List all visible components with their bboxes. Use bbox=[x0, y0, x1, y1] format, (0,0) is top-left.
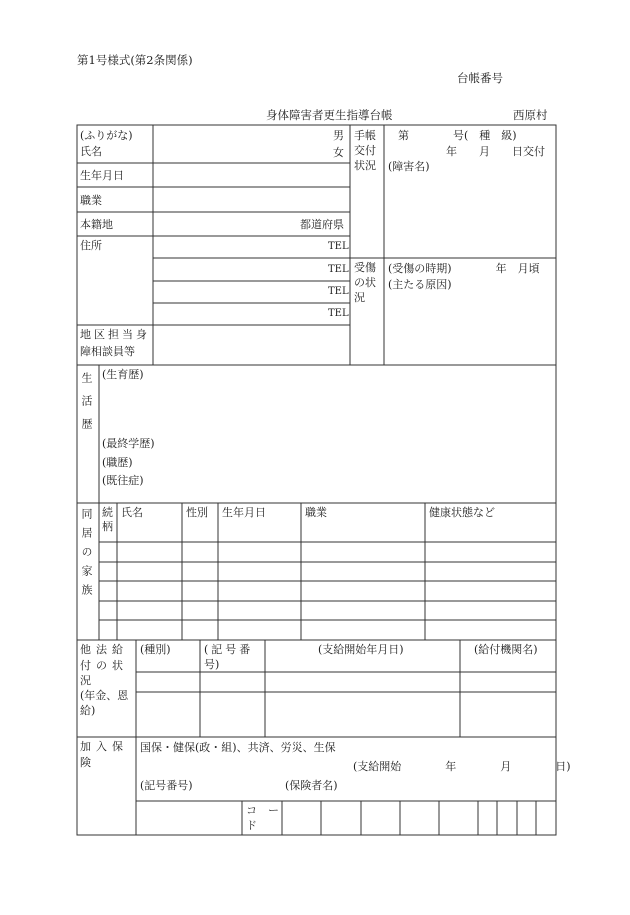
address-label: 住所 bbox=[80, 239, 102, 252]
injury-time-label: (受傷の時期) 年 月頃 bbox=[388, 262, 540, 275]
consultant-label-2: 障相談員等 bbox=[80, 345, 135, 358]
insurer-name-label: (保険者名) bbox=[285, 779, 338, 792]
female-label: 女 bbox=[333, 146, 344, 159]
code-label: コ ー bbox=[246, 804, 279, 817]
family-header-relation: 続柄 bbox=[102, 506, 113, 533]
benefits-label: 他法給 bbox=[80, 643, 128, 656]
tel-label: TEL bbox=[328, 286, 349, 297]
ledger-number-label: 台帳番号 bbox=[457, 71, 503, 85]
village-name: 西原村 bbox=[513, 108, 548, 122]
upbringing-label: (生育歴) bbox=[102, 368, 144, 381]
injury-cause-label: (主たる原因) bbox=[388, 278, 452, 291]
benefits-start-header: (支給開始年月日) bbox=[318, 643, 404, 656]
tel-label: TEL bbox=[328, 264, 349, 275]
insurance-start-date: (支給開始 年 月 日) bbox=[353, 760, 571, 773]
benefits-label-3: 況 bbox=[80, 674, 91, 687]
benefits-label-2: 付の状 bbox=[80, 659, 128, 672]
handbook-label: 手帳 bbox=[354, 129, 376, 142]
furigana-label: (ふりがな) bbox=[80, 129, 133, 142]
benefits-type-header: (種別) bbox=[140, 643, 171, 656]
benefits-code-header-2: 号) bbox=[204, 658, 220, 671]
family-header-birthdate: 生年月日 bbox=[222, 506, 266, 519]
prefecture-suffix: 都道府県 bbox=[300, 218, 344, 231]
insurance-types: 国保・健保(政・組)、共済、労災、生保 bbox=[140, 741, 336, 754]
handbook-label-2: 交付 bbox=[354, 144, 376, 157]
code-label-2: ド bbox=[246, 819, 257, 832]
benefits-agency-header: (給付機関名) bbox=[474, 643, 538, 656]
injury-label-3: 況 bbox=[354, 291, 365, 304]
male-label: 男 bbox=[333, 129, 344, 142]
medical-history-label: (既往症) bbox=[102, 474, 144, 487]
insurance-label: 加入保 bbox=[80, 740, 128, 753]
name-label: 氏名 bbox=[80, 145, 102, 158]
occupation-label: 職業 bbox=[80, 194, 102, 207]
form-title: 身体障害者更生指導台帳 bbox=[266, 108, 393, 122]
disability-name-label: (障害名) bbox=[388, 160, 430, 173]
injury-label-2: の状 bbox=[354, 276, 376, 289]
form-number: 第1号様式(第2条関係) bbox=[77, 53, 193, 67]
life-history-label: 生活歴 bbox=[80, 372, 93, 441]
birthdate-label: 生年月日 bbox=[80, 169, 124, 182]
tel-label: TEL bbox=[328, 241, 349, 252]
insurance-label-2: 険 bbox=[80, 756, 91, 769]
handbook-number: 第 号( 種 級) bbox=[398, 129, 517, 142]
insurance-code-number: (記号番号) bbox=[140, 779, 193, 792]
career-label: (職歴) bbox=[102, 456, 133, 469]
tel-label: TEL bbox=[328, 308, 349, 319]
family-header-name: 氏名 bbox=[121, 506, 143, 519]
family-header-occupation: 職業 bbox=[305, 506, 327, 519]
benefits-label-4: (年金、恩 bbox=[80, 689, 129, 702]
handbook-label-3: 状況 bbox=[354, 159, 376, 172]
injury-label: 受傷 bbox=[354, 261, 376, 274]
domicile-label: 本籍地 bbox=[80, 218, 113, 231]
handbook-issue-date: 年 月 日交付 bbox=[446, 145, 545, 158]
education-label: (最終学歴) bbox=[102, 437, 155, 450]
family-header-health: 健康状態など bbox=[429, 506, 495, 519]
benefits-label-5: 給) bbox=[80, 704, 96, 717]
benefits-code-header: (記号番 bbox=[204, 643, 254, 656]
family-header-sex: 性別 bbox=[186, 506, 208, 519]
consultant-label: 地区担当身 bbox=[80, 328, 150, 341]
family-label: 同居の家族 bbox=[80, 508, 93, 603]
